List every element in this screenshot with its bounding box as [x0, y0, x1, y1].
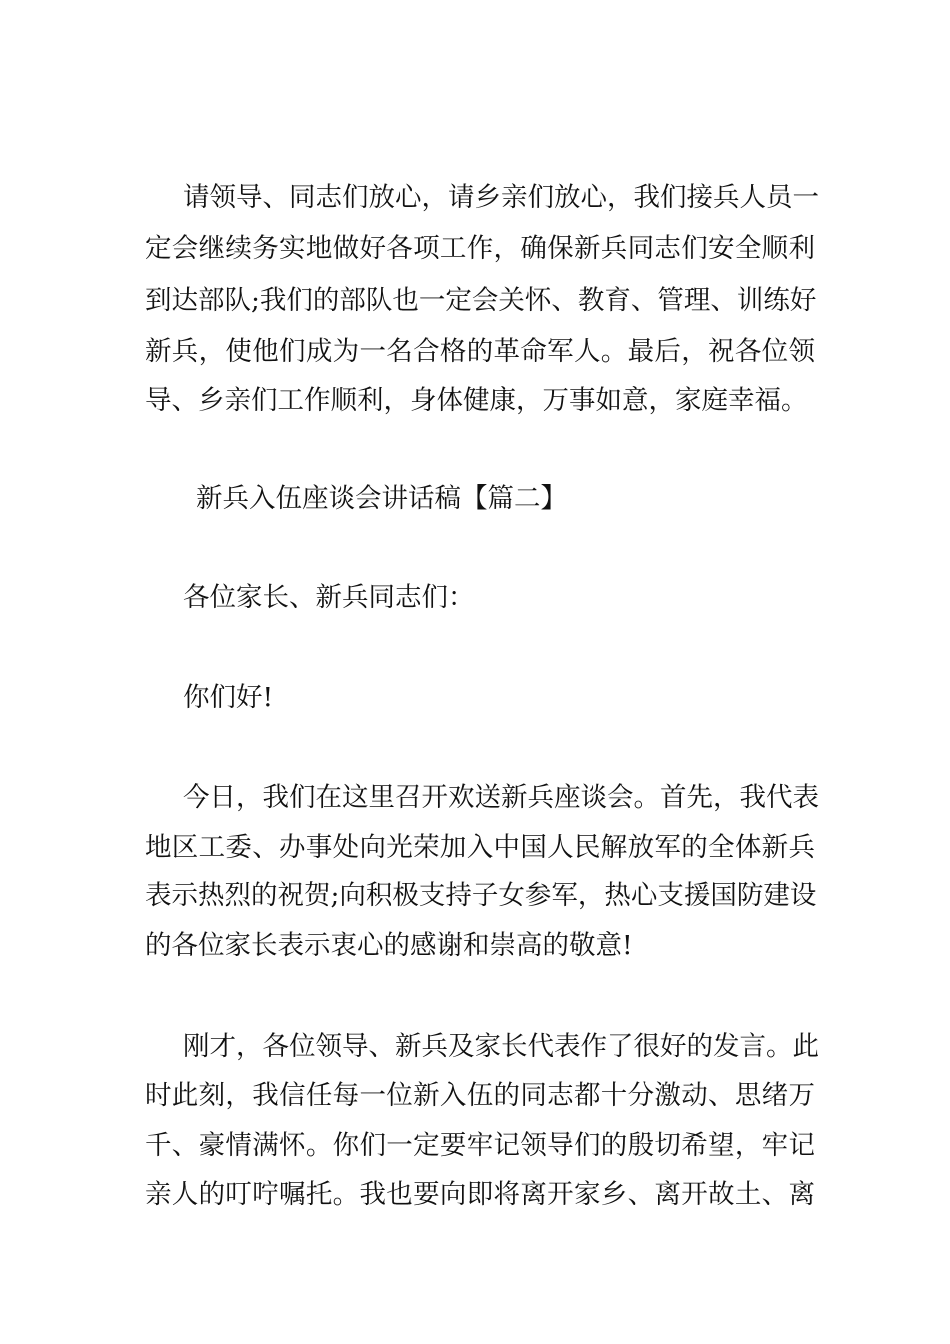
text-line: 请领导、同志们放心，请乡亲们放心，我们接兵人员一 [183, 182, 819, 213]
text-line: 导、乡亲们工作顺利，身体健康，万事如意，家庭幸福。 [145, 385, 808, 416]
section-heading: 新兵入伍座谈会讲话稿【篇二】 [196, 483, 567, 514]
text-line: 定会继续务实地做好各项工作，确保新兵同志们安全顺利 [145, 233, 815, 264]
text-line: 刚才，各位领导、新兵及家长代表作了很好的发言。此 [183, 1031, 819, 1062]
text-line: 千、豪情满怀。你们一定要牢记领导们的殷切希望，牢记 [145, 1130, 815, 1161]
text-line: 新兵，使他们成为一名合格的革命军人。最后，祝各位领 [145, 336, 815, 367]
text-line: 到达部队;我们的部队也一定会关怀、教育、管理、训练好 [145, 285, 817, 316]
text-line: 亲人的叮咛嘱托。我也要向即将离开家乡、离开故土、离 [145, 1179, 815, 1210]
greeting: 你们好! [183, 682, 274, 713]
text-line: 的各位家长表示衷心的感谢和崇高的敬意! [145, 930, 633, 961]
text-line: 时此刻，我信任每一位新入伍的同志都十分激动、思绪万 [145, 1080, 815, 1111]
text-line: 表示热烈的祝贺;向积极支持子女参军，热心支援国防建设 [145, 880, 817, 911]
text-line: 今日，我们在这里召开欢送新兵座谈会。首先，我代表 [183, 782, 819, 813]
salutation: 各位家长、新兵同志们： [183, 582, 475, 613]
text-line: 地区工委、办事处向光荣加入中国人民解放军的全体新兵 [145, 832, 815, 863]
